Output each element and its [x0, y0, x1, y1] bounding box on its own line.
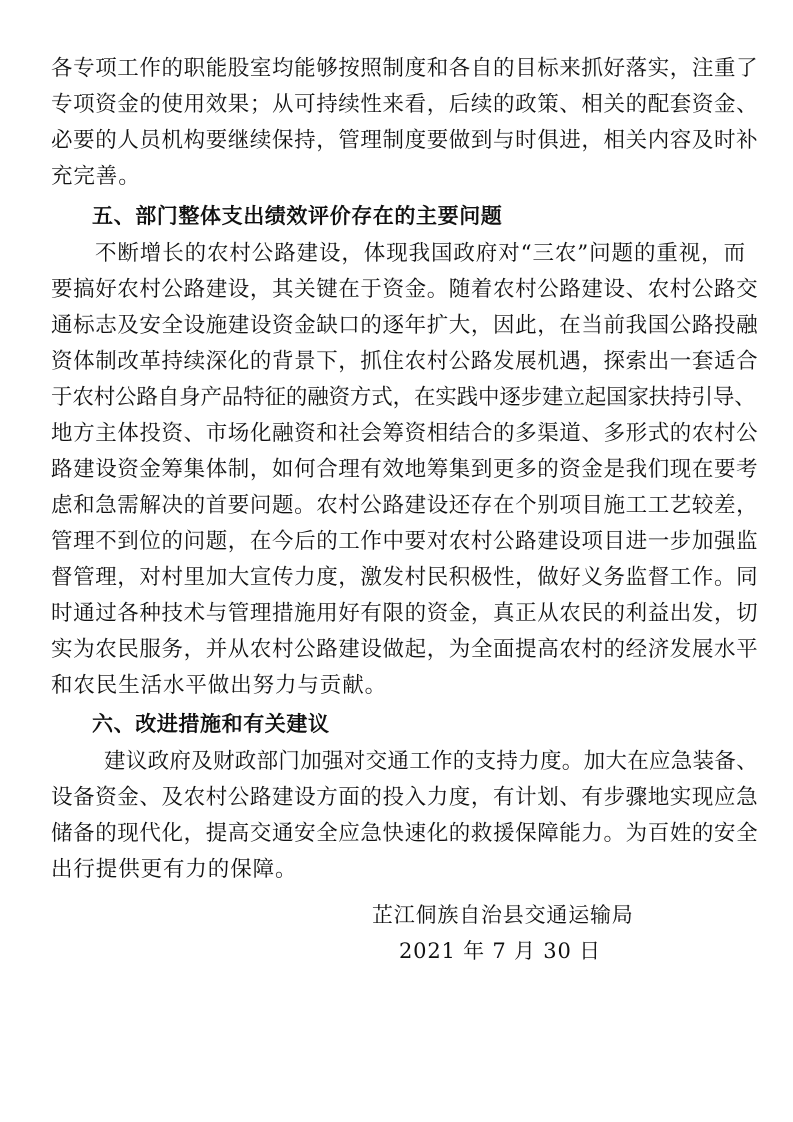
signature-organization: 芷江侗族自治县交通运输局 — [372, 903, 634, 927]
section-5-line: 要搞好农村公路建设，其关键在于资金。随着农村公路建设、农村公路交 — [51, 277, 759, 302]
section-5-line: 管理不到位的问题，在今后的工作中要对农村公路建设项目进一步加强监 — [51, 529, 759, 554]
section-5-line: 地方主体投资、市场化融资和社会筹资相结合的多渠道、多形式的农村公 — [51, 421, 759, 446]
section-5-line: 不断增长的农村公路建设，体现我国政府对“三农”问题的重视，而 — [95, 241, 746, 266]
intro-line: 专项资金的使用效果；从可持续性来看，后续的政策、相关的配套资金、 — [51, 92, 759, 117]
intro-line: 各专项工作的职能股室均能够按照制度和各自的目标来抓好落实，注重了 — [51, 56, 759, 81]
section-5-line: 督管理，对村里加大宣传力度，激发村民积极性，做好义务监督工作。同 — [51, 565, 759, 590]
section-5-line: 实为农民服务，并从农村公路建设做起，为全面提高农村的经济发展水平 — [51, 637, 759, 662]
section-5-heading: 五、部门整体支出绩效评价存在的主要问题 — [92, 204, 503, 228]
section-5-line: 于农村公路自身产品特征的融资方式，在实践中逐步建立起国家扶持引导、 — [51, 385, 756, 410]
section-5-line: 和农民生活水平做出努力与贡献。 — [51, 673, 388, 698]
section-5-line: 虑和急需解决的首要问题。农村公路建设还存在个别项目施工工艺较差， — [51, 493, 759, 518]
intro-line: 充完善。 — [51, 164, 141, 189]
section-5-line: 资体制改革持续深化的背景下，抓住农村公路发展机遇，探索出一套适合 — [51, 349, 759, 374]
section-6-line: 建议政府及财政部门加强对交通工作的支持力度。加大在应急装备、 — [104, 749, 759, 774]
section-5-line: 通标志及安全设施建设资金缺口的逐年扩大，因此，在当前我国公路投融 — [51, 313, 759, 338]
intro-line: 必要的人员机构要继续保持，管理制度要做到与时俱进，相关内容及时补 — [51, 128, 759, 153]
section-6-line: 储备的现代化，提高交通安全应急快速化的救援保障能力。为百姓的安全 — [51, 821, 759, 846]
section-6-line: 设备资金、及农村公路建设方面的投入力度，有计划、有步骤地实现应急 — [51, 785, 759, 810]
signature-date: 2021 年 7 月 30 日 — [399, 939, 601, 963]
section-5-line: 路建设资金筹集体制，如何合理有效地筹集到更多的资金是我们现在要考 — [51, 457, 759, 482]
section-5-line: 时通过各种技术与管理措施用好有限的资金，真正从农民的利益出发，切 — [51, 601, 759, 626]
section-6-heading: 六、改进措施和有关建议 — [92, 712, 330, 736]
section-6-line: 出行提供更有力的保障。 — [51, 857, 298, 882]
